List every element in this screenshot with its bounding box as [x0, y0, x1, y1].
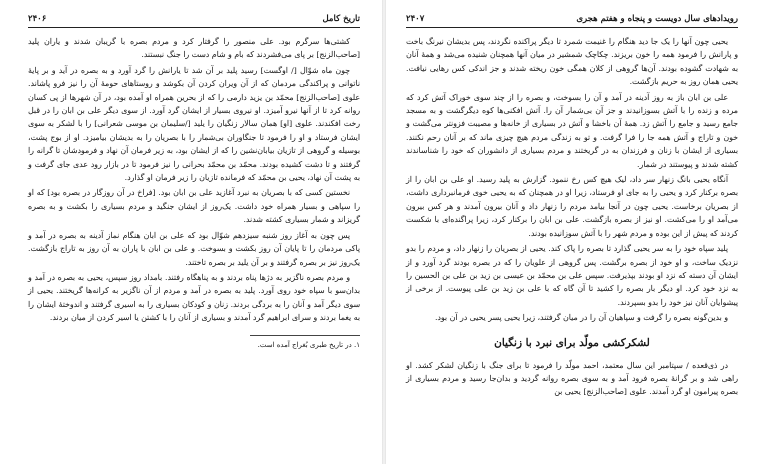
left-page — [0, 0, 382, 464]
right-page-number: ۲۴۰۷ — [406, 14, 425, 24]
left-paragraph-4: پس چون به آغاز روز شنبه سیزدهم شوّال بود که علی بن ابان هنگام نماز آدینه به بصره در آمد و پاکی مردمان را تا پایان آن روز بکشت و بسوخت. و علی بن ابان با پاران به آن روز به تاراج بازگشت. یک‌روز نیز بر بصره گرفتند و بر آن یلید بر بصره تاختند. — [28, 230, 360, 267]
left-header-title: تاریخ کامل — [322, 14, 360, 24]
left-paragraph-2: چون ماه شوّال [/ اوگست] رسید پلید بر آن شد تا یارانش را گرد آورد و به بصره در آید و بر پایهٔ ناتوانی و پراکندگی مردمان که از آن ویران کردن آن بکوشد و روستاهای حومهٔ آن را نیز فرو پاشاند. علوی [صاحب‌الزنج] محمّد بن یزید دارمی را که از بحرین همراه او آمده بود، در آن شهرها از پی کسان روانه کرد تا از آنها نیرو آمیزد. او نیروی بسیار از ایشان گرد آورد. از سوی دیگر علی بن ابان را در قبل رخت افکندند. علوی [او] همان سالار زنگیان را یلید [/سلیمان بن موسی شعرانی] را با لشکر به سوی ایشان فرستاد و او را فرمود تا جنگاوران بی‌شمار را با بصریان را به بدیشان بیامیزد. او از بوج پشت، بوسیله و گروهی از تازیان بیابان‌نشین را که از ایشان بود، به زیر فرمان آن نهاد و فرمودشان تا گرانه را گرفتند و تا دشت کشیده بودند. محمّد بن محمّد بحرانی را نیز فرمود تا در بازار رود عدی جای گرفت و به پشت آن نهاد، یحیی بن محمّد که فرمانده تازیان را زیر فرمان او گذارد. — [28, 65, 360, 183]
right-paragraph-1: یحیی چون آنها را یک جا دید هنگام را غنیمت شمرد تا دیگر پراکنده نگردند، پس بدیشان نیرنگ باخت و پارانش را فرمود همه را خون بریزند. چکاچک شمشیر در میان آنها همچنان شنیده می‌شد و همهٔ آنان به شهادت گشوده بودند. آن‌ها گروهی از کلان همگی خون ریخته شدند و جز اندکی کس رهایی نیافت. یحیی همان روز به حریم بازگشت. — [406, 37, 738, 87]
right-paragraph-3: آنگاه یحیی بانگ زنهار سر داد، لیک هیچ کس رخ ننمود. گزارش به پلید رسید. او علی بن ابان را از بصره برکنار کرد و یحیی را به جای او فرستاد، زیرا او در همچنان که به یحیی خوی فرمانبرداری داشت، از بصریان برخاست. یحیی چون در آنجا بیامد مردم را زنهار داد و آنان بیرون آمدند و هر کس بیرون می‌آمد او را می‌کشت. او نیز از بصره بازگشت. علی بن ابان را برکنار کرد، زیرا پراگنده‌ای با شکست کردند که پیش از این بوده و مردم شهر را با آتش سوزانیده بودند. — [406, 175, 738, 238]
footnote-divider — [250, 335, 360, 336]
right-paragraph-2: علی بن ابان باز به روز آدینه در آمد و آن را بسوخت، و بصره را از چند سوی خوراک آتش کرد که مرده و زنده را با آتش بسوزانیدند و جز آن بی‌شمار آن را. آتش افکنی‌ها کوه دیگرگشت و به مسجد جامع رسید و جامع را آتش زد. همهٔ آن باخشا و آتش در بسیاری از خانه‌ها و مصیبت فزونتر می‌گشت و خون و تاراج و آتش همه جا را فرا گرفت. و تو به زندگی مردم هیچ چیزی ماند که بر آنان رحم نکنند. بسیاری از ایشان با زنان و فرزندان به در گریختند و مردم بسیاری از دانشوران که خود را شناساندند کشته شدند و پیوستند در شمار. — [406, 92, 738, 169]
left-paragraph-1: کشتی‌ها سرگرم بود. علی منصور را گرفتار کرد و مردم بصره با گریبان شدند و یاران پلید [صاحب‌الزنج] بر پای می‌فشردند که بام و شام دست را جنگ نبستند. — [28, 37, 360, 60]
right-header-title: رویدادهای سال دویست و پنجاه و هفتم هجری — [576, 14, 738, 24]
right-page — [386, 0, 768, 464]
left-page-header — [28, 14, 360, 28]
left-page-number: ۲۴۰۶ — [28, 14, 47, 24]
section-paragraph-1: در ذی‌قعده / سپتامبر این سال معتمد، احمد مولّد را فرمود تا برای جنگ با زنگیان لشکر کشد. او راهی شد و بر گرانهٔ بصره فرود آمد و به سوی بصره روانه گردید و بدان‌جا رسید و مردم بسیاری از بصره پیرامون او گرد آمدند. علوی [صاحب‌الزنج] یحیی بن — [406, 360, 738, 397]
section-heading: لشکرکشی مولّد برای نبرد با زنگیان — [494, 336, 650, 349]
left-paragraph-5: و مردم بصره ناگزیر به دژها پناه بردند و به پناهگاه رفتند. بامداد روز سپس، یحیی به بصره در آمد و بدان‌سو با سپاه خود روی آورد. پلید به بصره در آمد و مردم از آن ناگزیر به کرانه‌ها گریختند. یحیی از سوی دیگر آمد و آنان را به بردگی بردند. زنان و کودکان بسیاری را به اسیری گرفتند و اندوختهٔ ایشان را به یغما بردند و سرای ابراهیم گرد آمدند و بسیاری از آنان را با کشتن یا اسیر کردن از میان بردند. — [28, 272, 360, 323]
right-paragraph-4: پلید سپاه خود را به سر یحیی گذارد تا بصره را پاک کند. یحیی از بصریان را زنهار داد، و مردم را بدو نزدیک ساخت، و او خود از بصره برگشت. پس گروهی از علویان را که در بصره بودند گرد آورد و از ایشان آن دسته که نزد او بودند بپذیرفت. سپس علی بن محمّد بن عیسی بن زید بن علی بن الحسین را به نزد خود کرد. او دیگر بار بصره را کشید تا آن گاه که با علی بن زید بن علی پیوست. از برخی از پیشوایان آنان نیز خود را بدو بسپردند. — [406, 244, 738, 307]
right-paragraph-5: و بدین‌گونه بصره را گرفت و سپاهیان آن را در میان گرفتند، زیرا یحیی پسر یحیی در آن بود. — [434, 313, 728, 323]
left-paragraph-3: نخستین کسی که با بصریان به نبرد آغازید علی بن ابان بود. [فراخ در آن روزگار در بصره بود] که او را سپاهی و بسیار همراه خود داشت. یک‌روز از ایشان جنگید و مردم بسیاری را بکشت و به بصره گریزاند و شمار بسیاری کشته شدند. — [28, 188, 360, 225]
left-footnote: ۱. در تاریخ طبری بُغراج آمده است. — [257, 340, 360, 349]
right-page-header — [406, 14, 738, 28]
